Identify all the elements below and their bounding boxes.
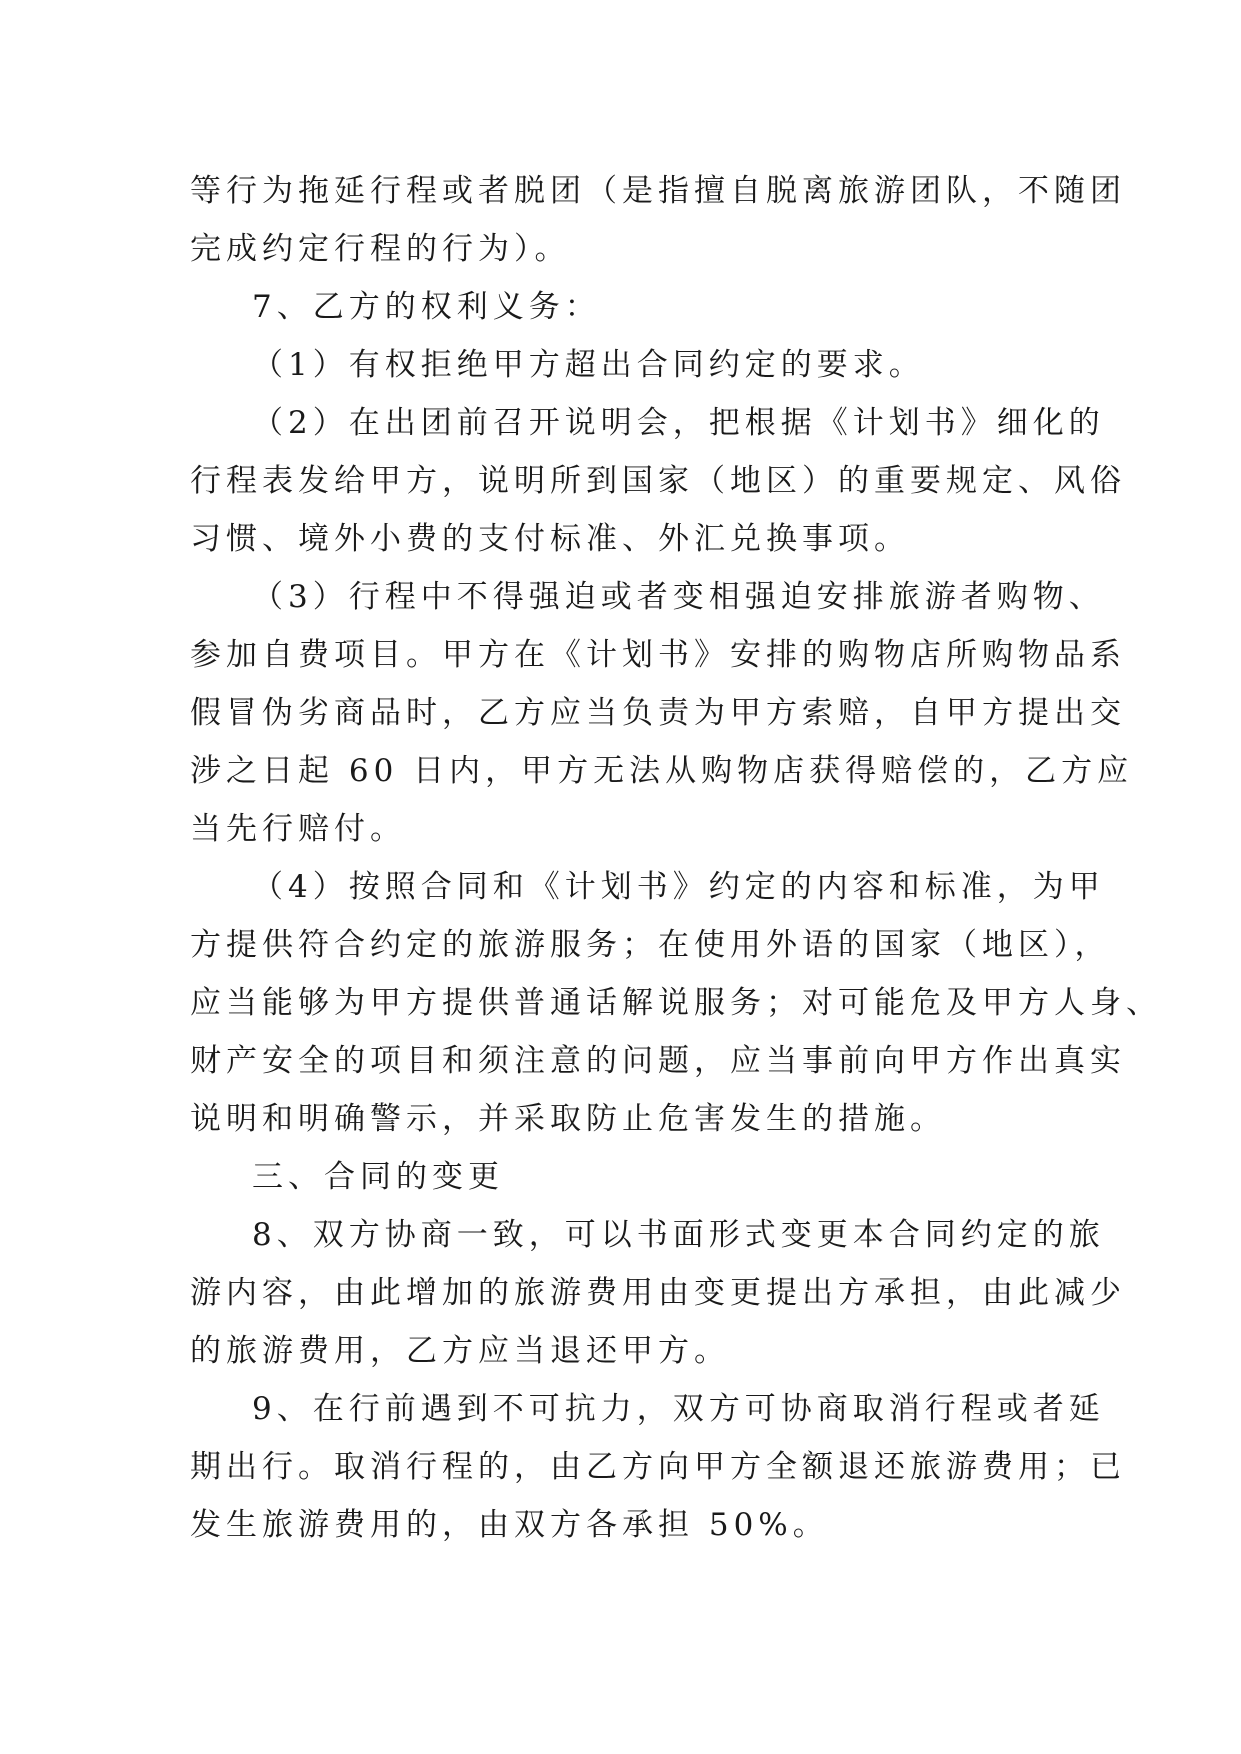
text-line: 应当能够为甲方提供普通话解说服务；对可能危及甲方人身、: [190, 985, 1162, 1021]
clause-4: （4）按照合同和《计划书》约定的内容和标准，为甲: [252, 869, 1105, 905]
text-line: 说明和明确警示，并采取防止危害发生的措施。: [190, 1101, 946, 1137]
text-line: 方提供符合约定的旅游服务；在使用外语的国家（地区），: [190, 927, 1111, 963]
clause-3: （3）行程中不得强迫或者变相强迫安排旅游者购物、: [252, 579, 1105, 615]
section-heading-7: 7、乙方的权利义务：: [252, 289, 601, 325]
text-line: 参加自费项目。甲方在《计划书》安排的购物店所购物品系: [190, 637, 1126, 673]
text-line: 完成约定行程的行为）。: [190, 231, 571, 267]
document-body: [190, 162, 1162, 1554]
text-line: 等行为拖延行程或者脱团（是指擅自脱离旅游团队，不随团: [190, 173, 1126, 209]
text-line: 的旅游费用，乙方应当退还甲方。: [190, 1333, 730, 1369]
text-line: 习惯、境外小费的支付标准、外汇兑换事项。: [190, 521, 910, 557]
text-line: 期出行。取消行程的，由乙方向甲方全额退还旅游费用；已: [190, 1449, 1126, 1485]
section-heading-3: 三、合同的变更: [252, 1159, 504, 1195]
text-line: 游内容，由此增加的旅游费用由变更提出方承担，由此减少: [190, 1275, 1126, 1311]
text-line: 假冒伪劣商品时，乙方应当负责为甲方索赔，自甲方提出交: [190, 695, 1126, 731]
text-line: 当先行赔付。: [190, 811, 406, 847]
clause-9: 9、在行前遇到不可抗力，双方可协商取消行程或者延: [252, 1391, 1105, 1427]
clause-8: 8、双方协商一致，可以书面形式变更本合同约定的旅: [252, 1217, 1105, 1253]
clause-2: （2）在出团前召开说明会，把根据《计划书》细化的: [252, 405, 1105, 441]
text-line: 发生旅游费用的，由双方各承担 50%。: [190, 1507, 829, 1543]
text-line: 行程表发给甲方，说明所到国家（地区）的重要规定、风俗: [190, 463, 1126, 499]
clause-1: （1）有权拒绝甲方超出合同约定的要求。: [252, 347, 925, 383]
text-line: 财产安全的项目和须注意的问题，应当事前向甲方作出真实: [190, 1043, 1126, 1079]
text-line: 涉之日起 60 日内，甲方无法从购物店获得赔偿的，乙方应: [190, 753, 1134, 789]
